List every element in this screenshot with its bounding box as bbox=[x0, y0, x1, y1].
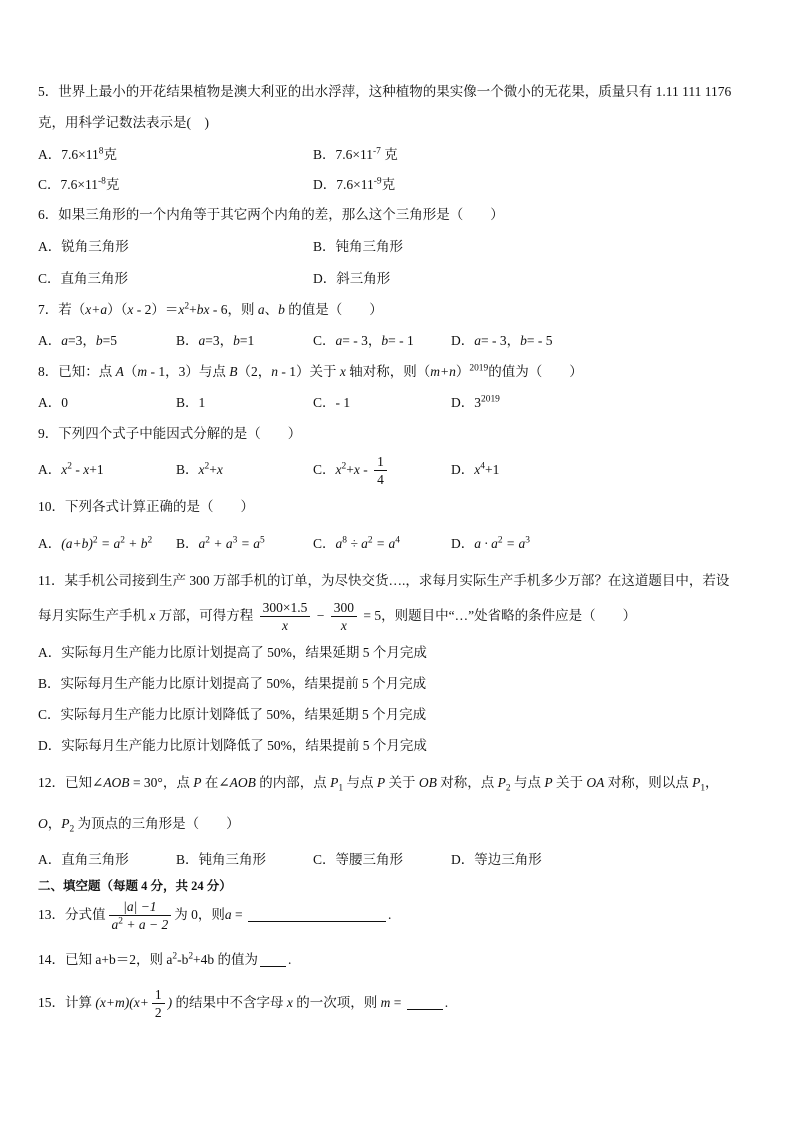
subscript: 2 bbox=[69, 824, 75, 835]
exponent: 2 bbox=[172, 951, 178, 962]
stem-text: 关于 bbox=[385, 775, 419, 790]
fraction-numerator: 1 bbox=[374, 454, 387, 471]
stem-text: 轴对称，则（ bbox=[345, 364, 431, 379]
math-var: x bbox=[286, 995, 293, 1010]
q12-option-d: D．等边三角形 bbox=[451, 852, 542, 867]
q10-option-c bbox=[313, 534, 400, 554]
answer-blank bbox=[260, 952, 286, 967]
option-text: +1 bbox=[484, 462, 500, 477]
option-unit: 克 bbox=[381, 177, 396, 192]
option-label: B． bbox=[176, 462, 199, 477]
q12-option-b: B．钝角三角形 bbox=[176, 852, 267, 867]
stem-text: ， bbox=[47, 816, 62, 831]
stem-text: ）（ bbox=[107, 302, 128, 317]
option-text: = - 5 bbox=[526, 333, 553, 348]
math-expr: = a bbox=[237, 536, 260, 551]
stem-text: 与点 bbox=[343, 775, 377, 790]
q8-option-b: B．1 bbox=[176, 395, 206, 410]
q8-option-a: A．0 bbox=[38, 395, 68, 410]
math-var: x bbox=[149, 608, 156, 623]
fraction-numerator: 300 bbox=[331, 600, 357, 617]
q11-option-a: A．实际每月生产能力比原计划提高了 50%，结果延期 5 个月完成 bbox=[38, 645, 427, 660]
math-expr: ) bbox=[167, 995, 173, 1010]
answer-blank bbox=[407, 995, 443, 1010]
q9-stem: 9．下列四个式子中能因式分解的是（ ） bbox=[38, 426, 302, 441]
option-label: B． bbox=[176, 536, 199, 551]
exponent: 5 bbox=[259, 535, 265, 546]
q6-option-c: C．直角三角形 bbox=[38, 271, 129, 286]
q6-option-a: A．锐角三角形 bbox=[38, 239, 129, 254]
stem-text: 8．已知：点 bbox=[38, 364, 116, 379]
stem-text: = 30°，点 bbox=[129, 775, 194, 790]
q5-option-d bbox=[313, 175, 395, 195]
q7-option-a bbox=[38, 331, 117, 351]
option-text: =3， bbox=[68, 333, 96, 348]
math-var: a bbox=[474, 333, 481, 348]
option-base: 7.6×11 bbox=[60, 177, 99, 192]
option-text: + bbox=[209, 462, 217, 477]
exponent: 4 bbox=[395, 535, 400, 546]
stem-text: 在∠ bbox=[201, 775, 230, 790]
q9-option-c bbox=[313, 452, 390, 488]
math-var: OA bbox=[586, 775, 605, 790]
stem-text: 为 0，则 bbox=[174, 907, 225, 922]
option-label: A． bbox=[38, 147, 62, 162]
math-var: x bbox=[178, 302, 185, 317]
exponent: 2 bbox=[341, 461, 347, 472]
option-base: 7.6×11 bbox=[336, 177, 374, 192]
q15-stem bbox=[38, 985, 448, 1021]
q10-option-b bbox=[176, 534, 265, 554]
option-label: C． bbox=[313, 462, 336, 477]
option-text: - bbox=[359, 462, 372, 477]
stem-text: − bbox=[313, 608, 328, 623]
q7-stem bbox=[38, 300, 383, 320]
math-var: x bbox=[353, 462, 360, 477]
exponent: 4 bbox=[480, 461, 485, 472]
option-text: = - 3， bbox=[342, 333, 382, 348]
math-var: P bbox=[330, 775, 339, 790]
q11-stem-line1: 11．某手机公司接到生产 300 万部手机的订单，为尽快交货….，求每月实际生产手机多少万部？在这道题目中，若设 bbox=[38, 573, 730, 588]
fraction-denominator: x bbox=[282, 618, 288, 634]
q6-option-d: D．斜三角形 bbox=[313, 271, 391, 286]
option-label: D． bbox=[451, 536, 475, 551]
math-var: b bbox=[95, 333, 103, 348]
math-var: m bbox=[137, 364, 148, 379]
math-var: b bbox=[233, 333, 240, 348]
option-text: =1 bbox=[239, 333, 255, 348]
exponent: 2 bbox=[497, 535, 503, 546]
math-var: x bbox=[474, 462, 481, 477]
stem-text: = bbox=[390, 995, 405, 1010]
exponent: -8 bbox=[98, 176, 106, 187]
fraction bbox=[260, 600, 311, 633]
q14-stem bbox=[38, 950, 291, 970]
option-unit: 克 bbox=[103, 147, 117, 162]
stem-text: 每月实际生产手机 bbox=[38, 608, 150, 623]
fraction-numerator: |a| −1 bbox=[109, 899, 172, 916]
q5-stem-line1: 5．世界上最小的开花结果植物是澳大利亚的出水浮萍，这种植物的果实像一个微小的无花果，质量只有 1.11 111 1176 bbox=[38, 84, 732, 99]
option-text: + bbox=[346, 462, 354, 477]
math-var: B bbox=[229, 364, 238, 379]
math-var: a bbox=[198, 333, 206, 348]
q9-option-b bbox=[176, 452, 223, 488]
math-var: x+a bbox=[85, 302, 108, 317]
exponent: 2019 bbox=[481, 394, 500, 405]
q12-stem-line1 bbox=[38, 773, 719, 793]
q10-stem: 10．下列各式计算正确的是（ ） bbox=[38, 499, 254, 514]
math-var: x bbox=[216, 462, 223, 477]
fraction-numerator: 1 bbox=[152, 987, 165, 1004]
q6-option-b: B．钝角三角形 bbox=[313, 239, 404, 254]
exponent: 2 bbox=[188, 951, 194, 962]
option-text: =5 bbox=[102, 333, 117, 348]
q5-option-c bbox=[38, 175, 119, 195]
math-var: P bbox=[544, 775, 553, 790]
q8-stem bbox=[38, 362, 583, 382]
math-var: m+n bbox=[430, 364, 456, 379]
math-expr: a · a bbox=[474, 536, 498, 551]
math-var: x bbox=[335, 462, 342, 477]
option-base: 7.6×11 bbox=[61, 147, 99, 162]
math-var: x bbox=[198, 462, 205, 477]
stem-text: 的值为（ ） bbox=[488, 364, 583, 379]
stem-text: （2， bbox=[237, 364, 272, 379]
math-var: P bbox=[193, 775, 202, 790]
q10-option-a bbox=[38, 534, 152, 554]
q11-option-d: D．实际每月生产能力比原计划降低了 50%，结果提前 5 个月完成 bbox=[38, 738, 427, 753]
stem-text: 的结果中不含字母 bbox=[172, 995, 287, 1010]
math-expr: + a bbox=[209, 536, 233, 551]
stem-text: （ bbox=[123, 364, 138, 379]
math-expr: = a bbox=[502, 536, 526, 551]
math-var: x bbox=[83, 462, 90, 477]
math-var: x bbox=[339, 364, 346, 379]
math-expr: + b bbox=[124, 536, 148, 551]
fraction bbox=[374, 454, 387, 487]
math-var: P bbox=[497, 775, 506, 790]
math-expr: (x+m)(x+ bbox=[95, 995, 149, 1010]
q12-stem-line2 bbox=[38, 814, 240, 834]
option-label: A． bbox=[38, 333, 62, 348]
option-label: D． bbox=[451, 333, 475, 348]
stem-text: ） bbox=[455, 364, 470, 379]
q8-option-d bbox=[451, 393, 500, 413]
stem-text: 对称，点 bbox=[436, 775, 498, 790]
math-var: x bbox=[61, 462, 68, 477]
exponent: 2 bbox=[92, 535, 98, 546]
option-unit: 克 bbox=[105, 177, 120, 192]
stem-text: 12．已知∠ bbox=[38, 775, 104, 790]
option-text: = - 3， bbox=[481, 333, 521, 348]
stem-text: - 2）＝ bbox=[133, 302, 179, 317]
option-text: =3， bbox=[205, 333, 234, 348]
math-expr: = a bbox=[372, 536, 396, 551]
stem-text: 14．已知 a+b＝2，则 a bbox=[38, 952, 173, 967]
math-expr: + a − 2 bbox=[122, 917, 169, 933]
math-var: O bbox=[38, 816, 48, 831]
fraction-denominator bbox=[109, 916, 172, 932]
stem-text: + bbox=[189, 302, 197, 317]
math-var: A bbox=[115, 364, 124, 379]
exponent: 2019 bbox=[469, 363, 489, 374]
exponent: 2 bbox=[184, 301, 190, 312]
stem-text: 万部，可得方程 bbox=[155, 608, 257, 623]
stem-text: 对称，则以点 bbox=[604, 775, 693, 790]
subscript: 1 bbox=[338, 783, 344, 794]
math-var: a bbox=[335, 333, 343, 348]
option-text: D．3 bbox=[451, 395, 481, 410]
fraction-denominator: 4 bbox=[377, 472, 384, 488]
math-var: OB bbox=[418, 775, 437, 790]
q11-option-c: C．实际每月生产能力比原计划降低了 50%，结果延期 5 个月完成 bbox=[38, 707, 427, 722]
stem-text: . bbox=[387, 907, 392, 922]
math-var: b bbox=[381, 333, 389, 348]
math-var: a bbox=[224, 907, 232, 922]
fraction bbox=[331, 600, 357, 633]
stem-text: 关于 bbox=[552, 775, 587, 790]
math-var: n bbox=[271, 364, 278, 379]
math-var: a bbox=[61, 333, 68, 348]
exponent: 2 bbox=[67, 461, 72, 472]
math-var: m bbox=[380, 995, 391, 1010]
stem-text: 13．分式值 bbox=[38, 907, 106, 922]
math-var: a bbox=[111, 917, 119, 933]
stem-text: - 6，则 bbox=[209, 302, 258, 317]
q7-option-c bbox=[313, 331, 414, 351]
math-var: x bbox=[127, 302, 134, 317]
option-label: C． bbox=[38, 177, 61, 192]
option-label: C． bbox=[313, 333, 336, 348]
option-text: = - 1 bbox=[388, 333, 414, 348]
subscript: 2 bbox=[505, 783, 511, 794]
stem-text: . bbox=[444, 995, 449, 1010]
q8-option-c: C．- 1 bbox=[313, 395, 351, 410]
fraction-denominator: 2 bbox=[154, 1005, 162, 1021]
option-label: D． bbox=[451, 462, 475, 477]
q12-option-c: C．等腰三角形 bbox=[313, 852, 404, 867]
math-expr: a bbox=[335, 536, 343, 551]
stem-text: - 1）关于 bbox=[278, 364, 340, 379]
option-text: +1 bbox=[89, 462, 104, 477]
math-var: AOB bbox=[103, 775, 130, 790]
stem-text: ， bbox=[705, 775, 719, 790]
q10-option-d bbox=[451, 534, 530, 554]
fraction-denominator: x bbox=[340, 618, 347, 634]
math-var: b bbox=[520, 333, 527, 348]
stem-text: = 5，则题目中“…”处省略的条件应是（ ） bbox=[360, 608, 637, 623]
math-var: bx bbox=[196, 302, 210, 317]
option-label: B． bbox=[313, 147, 336, 162]
answer-blank bbox=[248, 907, 386, 922]
exponent: 2 bbox=[367, 535, 373, 546]
math-var: b bbox=[278, 302, 285, 317]
math-var: P bbox=[376, 775, 386, 790]
exponent: 3 bbox=[525, 535, 530, 546]
fraction bbox=[109, 899, 172, 932]
stem-text: 与点 bbox=[510, 775, 545, 790]
math-expr: = a bbox=[97, 536, 121, 551]
q12-option-a: A．直角三角形 bbox=[38, 852, 129, 867]
math-expr: (a+b) bbox=[61, 536, 93, 551]
option-label: B． bbox=[176, 333, 199, 348]
option-unit: 克 bbox=[380, 147, 398, 162]
exponent: -9 bbox=[373, 176, 382, 187]
stem-text: . bbox=[288, 952, 292, 967]
math-var: P bbox=[692, 775, 701, 790]
q5-option-a bbox=[38, 145, 117, 165]
exponent: 2 bbox=[120, 535, 125, 546]
exponent: 2 bbox=[118, 916, 123, 927]
stem-text: -b bbox=[177, 952, 189, 967]
q6-stem: 6．如果三角形的一个内角等于其它两个内角的差，那么这个三角形是（ ） bbox=[38, 207, 504, 222]
exponent: 2 bbox=[147, 535, 153, 546]
stem-text: 的内部，点 bbox=[255, 775, 331, 790]
q5-stem-line2: 克，用科学记数法表示是( ) bbox=[38, 115, 209, 130]
q11-stem-line2 bbox=[38, 598, 636, 634]
q7-option-d bbox=[451, 331, 552, 351]
option-label: A． bbox=[38, 536, 62, 551]
q7-option-b bbox=[176, 331, 254, 351]
exponent: 8 bbox=[98, 146, 104, 157]
stem-text: 的一次项，则 bbox=[292, 995, 381, 1010]
exponent: 3 bbox=[232, 535, 238, 546]
q11-option-b: B．实际每月生产能力比原计划提高了 50%，结果提前 5 个月完成 bbox=[38, 676, 427, 691]
q9-option-d bbox=[451, 452, 499, 488]
option-label: D． bbox=[313, 177, 337, 192]
option-label: A． bbox=[38, 462, 62, 477]
option-label: C． bbox=[313, 536, 336, 551]
math-var: P bbox=[61, 816, 70, 831]
q13-stem bbox=[38, 897, 391, 933]
exponent: -7 bbox=[373, 146, 381, 157]
math-expr: a bbox=[198, 536, 206, 551]
option-text: - bbox=[71, 462, 84, 477]
math-var: AOB bbox=[229, 775, 256, 790]
stem-text: 的值是（ ） bbox=[284, 302, 383, 317]
stem-text: 15．计算 bbox=[38, 995, 96, 1010]
stem-text: 7．若（ bbox=[38, 302, 86, 317]
stem-text: - 1，3）与点 bbox=[147, 364, 230, 379]
stem-text: +4b 的值为 bbox=[193, 952, 259, 967]
exponent: 2 bbox=[204, 461, 210, 472]
exponent: 8 bbox=[342, 535, 347, 546]
section-title-fill-in: 二、填空题（每题 4 分，共 24 分） bbox=[38, 879, 232, 893]
exponent: 2 bbox=[205, 535, 210, 546]
stem-text: 、 bbox=[264, 302, 279, 317]
q9-option-a bbox=[38, 452, 104, 488]
q5-option-b bbox=[313, 145, 398, 165]
fraction-numerator: 300×1.5 bbox=[260, 600, 311, 617]
math-var: a bbox=[257, 302, 265, 317]
stem-text: 为顶点的三角形是（ ） bbox=[74, 816, 240, 831]
stem-text: = bbox=[231, 907, 246, 922]
subscript: 1 bbox=[700, 783, 706, 794]
math-expr: ÷ a bbox=[346, 536, 368, 551]
fraction bbox=[152, 987, 165, 1020]
option-base: 7.6×11 bbox=[335, 147, 374, 162]
